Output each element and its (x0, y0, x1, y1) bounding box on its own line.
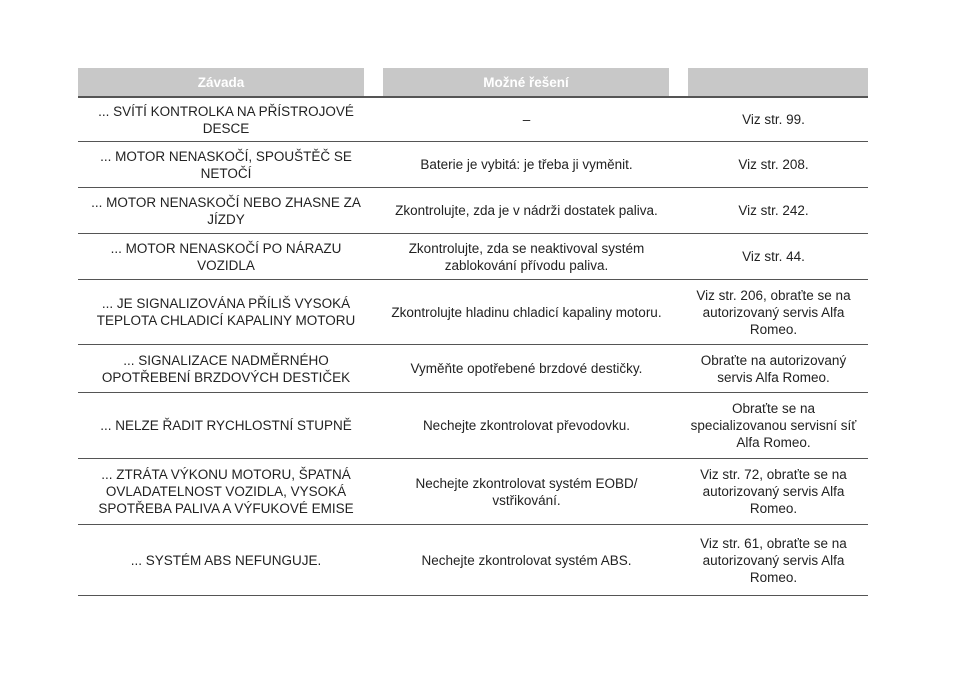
fault-cell: ... SIGNALIZACE NADMĚRNÉHO OPOTŘEBENÍ BRZDOVÝCH DESTIČEK (101, 352, 351, 385)
reference-cell: Viz str. 99. (742, 112, 805, 127)
reference-cell: Obraťte se na specializovanou servisní síť Alfa Romeo. (690, 401, 857, 450)
solution-cell: Zkontrolujte, zda se neaktivoval systém zablokování přívodu paliva. (408, 240, 645, 273)
fault-cell: ... MOTOR NENASKOČÍ NEBO ZHASNE ZA JÍZDY (91, 194, 361, 227)
solution-cell: Vyměňte opotřebené brzdové destičky. (410, 361, 643, 376)
solution-cell: Baterie je vybitá: je třeba ji vyměnit. (420, 157, 633, 172)
solution-cell: Nechejte zkontrolovat převodovku. (422, 418, 631, 433)
fault-cell: ... MOTOR NENASKOČÍ PO NÁRAZU VOZIDLA (110, 240, 342, 273)
reference-cell: Viz str. 208. (738, 157, 809, 172)
fault-cell: ... ZTRÁTA VÝKONU MOTORU, ŠPATNÁ OVLADATELNOST VOZIDLA, VYSOKÁ SPOTŘEBA PALIVA A VÝFUKOVÉ EMISE (98, 467, 354, 516)
table-row (78, 345, 868, 393)
fault-cell: ... SYSTÉM ABS NEFUNGUJE. (130, 552, 322, 568)
table-row (78, 98, 868, 142)
fault-cell: ... NELZE ŘADIT RYCHLOSTNÍ STUPNĚ (100, 418, 352, 433)
table-row (78, 188, 868, 234)
solution-cell: Zkontrolujte, zda je v nádrži dostatek paliva. (395, 203, 658, 218)
header-solution: Možné řešení (383, 68, 669, 96)
solution-cell: Nechejte zkontrolovat systém ABS. (421, 552, 632, 568)
table-row (78, 234, 868, 280)
reference-cell: Obraťte na autorizovaný servis Alfa Romeo. (700, 352, 847, 385)
solution-cell: Nechejte zkontrolovat systém EOBD/ vstřikování. (415, 475, 638, 508)
reference-cell: Viz str. 242. (738, 203, 809, 218)
header-fault: Závada (78, 68, 364, 96)
table-row (78, 525, 868, 596)
reference-cell: Viz str. 72, obraťte se na autorizovaný servis Alfa Romeo. (700, 467, 847, 516)
table-row (78, 459, 868, 525)
header-reference (688, 68, 868, 96)
solution-cell: – (522, 112, 531, 127)
reference-cell: Viz str. 206, obraťte se na autorizovaný servis Alfa Romeo. (696, 287, 851, 337)
fault-cell: ... SVÍTÍ KONTROLKA NA PŘÍSTROJOVÉ DESCE (98, 103, 354, 136)
troubleshooting-table (78, 68, 868, 596)
fault-cell: ... JE SIGNALIZOVÁNA PŘÍLIŠ VYSOKÁ TEPLOTA CHLADICÍ KAPALINY MOTORU (96, 296, 356, 328)
reference-cell: Viz str. 44. (742, 249, 805, 264)
solution-cell: Zkontrolujte hladinu chladicí kapaliny motoru. (391, 304, 662, 320)
table-row (78, 393, 868, 459)
table-row (78, 142, 868, 188)
table-row (78, 280, 868, 345)
fault-cell: ... MOTOR NENASKOČÍ, SPOUŠTĚČ SE NETOČÍ (100, 148, 352, 181)
reference-cell: Viz str. 61, obraťte se na autorizovaný servis Alfa Romeo. (700, 535, 847, 585)
table-header (78, 68, 868, 98)
